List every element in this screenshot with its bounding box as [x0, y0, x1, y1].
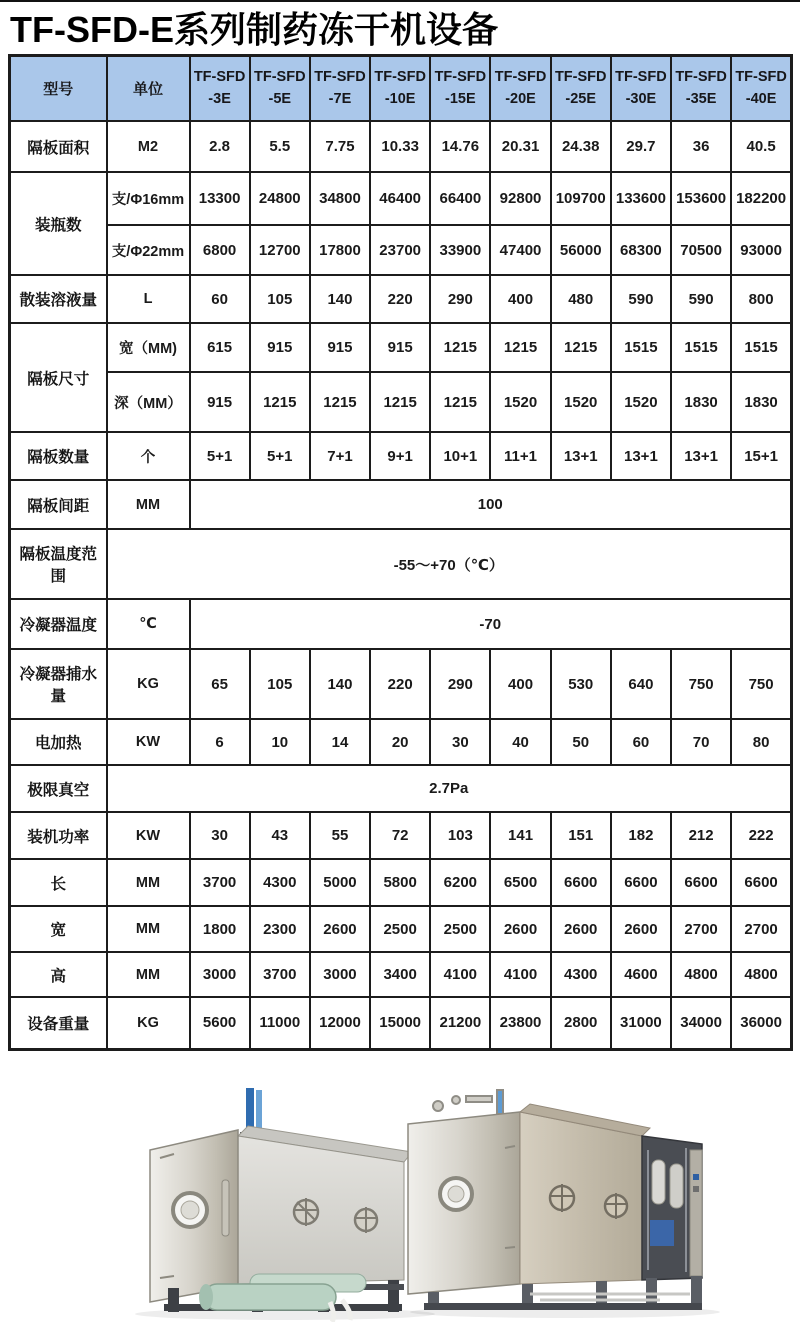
model-name-line1: TF-SFD — [254, 68, 306, 85]
value-cell: 4300 — [551, 952, 611, 997]
model-name-line1: TF-SFD — [314, 68, 366, 85]
value-cell: 220 — [370, 275, 430, 323]
value-cell: 20 — [370, 719, 430, 765]
value-cell: 40 — [490, 719, 550, 765]
value-cell: 13300 — [190, 172, 250, 225]
value-cell: 30 — [190, 812, 250, 859]
value-cell: 3700 — [250, 952, 310, 997]
model-name-line2: -35E — [685, 91, 717, 108]
value-cell: 15000 — [370, 997, 430, 1049]
model-name-line1: TF-SFD — [193, 68, 246, 85]
value-cell: 3000 — [190, 952, 250, 997]
header-model-cell — [490, 55, 550, 121]
row-label-cell: 隔板数量 — [10, 432, 107, 480]
value-cell: 1830 — [731, 372, 791, 432]
value-cell: 14.76 — [430, 121, 490, 172]
value-cell: 400 — [490, 275, 550, 323]
value-cell: 590 — [671, 275, 731, 323]
indicator-2 — [693, 1186, 699, 1192]
value-cell: 4100 — [430, 952, 490, 997]
unit-cell: 深（MM） — [107, 372, 190, 432]
value-cell: 1515 — [671, 323, 731, 372]
value-cell: 133600 — [611, 172, 671, 225]
row-label-cell: 高 — [10, 952, 107, 997]
value-cell: 915 — [250, 323, 310, 372]
value-cell: 1215 — [310, 372, 370, 432]
value-cell: 1515 — [611, 323, 671, 372]
header-model-cell — [370, 55, 430, 121]
value-cell: 2500 — [430, 906, 490, 952]
value-cell: 290 — [430, 275, 490, 323]
page-title: TF-SFD-E系列制药冻干机设备 — [10, 9, 498, 50]
value-cell: 11000 — [250, 997, 310, 1049]
model-name-line2: -7E — [328, 91, 352, 108]
header-model-cell — [611, 55, 671, 121]
value-cell: 5+1 — [250, 432, 310, 480]
left-machine — [150, 1088, 412, 1322]
value-cell: 151 — [551, 812, 611, 859]
row-label-cell: 隔板面积 — [10, 121, 107, 172]
value-cell: 15+1 — [731, 432, 791, 480]
value-cell: 1520 — [611, 372, 671, 432]
value-cell: 10 — [250, 719, 310, 765]
value-cell: 50 — [551, 719, 611, 765]
value-cell: 2.8 — [190, 121, 250, 172]
model-name-line2: -40E — [745, 91, 777, 108]
unit-cell: KW — [107, 812, 190, 859]
value-cell: 14 — [310, 719, 370, 765]
model-name-line1: TF-SFD — [615, 68, 667, 85]
unit-cell: M2 — [107, 121, 190, 172]
value-cell: 33900 — [430, 225, 490, 275]
unit-cell: L — [107, 275, 190, 323]
value-cell: 7+1 — [310, 432, 370, 480]
value-cell: 10.33 — [370, 121, 430, 172]
row-label-cell: 冷凝器捕水量 — [10, 649, 107, 719]
value-cell: 182 — [611, 812, 671, 859]
unit-cell: 个 — [107, 432, 190, 480]
model-name-line1: TF-SFD — [554, 68, 607, 85]
value-cell: 615 — [190, 323, 250, 372]
value-cell: 13+1 — [671, 432, 731, 480]
unit-cell: ℃ — [107, 599, 190, 649]
value-cell: 6600 — [611, 859, 671, 906]
unit-cell: MM — [107, 859, 190, 906]
value-cell: 2700 — [671, 906, 731, 952]
value-cell: 750 — [731, 649, 791, 719]
value-cell: 182200 — [731, 172, 791, 225]
value-cell: 66400 — [430, 172, 490, 225]
value-cell: 43 — [250, 812, 310, 859]
value-cell: 1800 — [190, 906, 250, 952]
value-cell: 3700 — [190, 859, 250, 906]
value-cell: 105 — [250, 275, 310, 323]
unit-cell: MM — [107, 906, 190, 952]
value-cell: 24800 — [250, 172, 310, 225]
value-cell: 29.7 — [611, 121, 671, 172]
unit-cell: KG — [107, 997, 190, 1049]
value-cell: 141 — [490, 812, 550, 859]
header-model-cell — [310, 55, 370, 121]
value-cell: 5.5 — [250, 121, 310, 172]
value-cell: 3000 — [310, 952, 370, 997]
header-model-cell — [551, 55, 611, 121]
value-cell: 7.75 — [310, 121, 370, 172]
row-label-cell: 电加热 — [10, 719, 107, 765]
value-cell: 1520 — [551, 372, 611, 432]
model-name-line2: -25E — [565, 91, 597, 108]
right-machine — [408, 1090, 702, 1310]
row-label-cell: 隔板温度范围 — [10, 529, 107, 599]
model-name-line2: -20E — [505, 91, 536, 108]
value-cell: 1515 — [731, 323, 791, 372]
header-model-cell — [190, 55, 250, 121]
value-cell: 640 — [611, 649, 671, 719]
value-cell: 5000 — [310, 859, 370, 906]
value-cell: 530 — [551, 649, 611, 719]
value-cell: 34800 — [310, 172, 370, 225]
value-cell: 4800 — [731, 952, 791, 997]
value-cell: 13+1 — [611, 432, 671, 480]
model-name-line2: -15E — [445, 91, 476, 108]
value-cell: 80 — [731, 719, 791, 765]
value-cell: 3400 — [370, 952, 430, 997]
model-name-line1: TF-SFD — [735, 68, 787, 85]
value-cell: 480 — [551, 275, 611, 323]
value-cell: 1215 — [370, 372, 430, 432]
row-label-cell: 装瓶数 — [10, 172, 107, 275]
porthole-inner — [181, 1201, 199, 1219]
model-name-line2: -30E — [625, 91, 657, 108]
value-cell: 590 — [611, 275, 671, 323]
base-pipes — [530, 1294, 690, 1300]
model-name-line1: TF-SFD — [434, 68, 487, 85]
model-name-line1: TF-SFD — [494, 68, 547, 85]
merged-value-cell: 100 — [190, 480, 792, 529]
value-cell: 24.38 — [551, 121, 611, 172]
body-side — [238, 1136, 404, 1284]
row-label-cell: 散装溶液量 — [10, 275, 107, 323]
value-cell: 6600 — [671, 859, 731, 906]
value-cell: 55 — [310, 812, 370, 859]
unit-cell: KG — [107, 649, 190, 719]
value-cell: 220 — [370, 649, 430, 719]
model-name-line1: TF-SFD — [675, 68, 727, 85]
row-label-cell: 设备重量 — [10, 997, 107, 1049]
green-tank — [204, 1284, 336, 1310]
value-cell: 2600 — [551, 906, 611, 952]
unit-cell: MM — [107, 480, 190, 529]
value-cell: 12000 — [310, 997, 370, 1049]
spec-table — [8, 54, 793, 1051]
value-cell: 34000 — [671, 997, 731, 1049]
value-cell: 72 — [370, 812, 430, 859]
value-cell: 290 — [430, 649, 490, 719]
value-cell: 20.31 — [490, 121, 550, 172]
top-border-line — [0, 0, 800, 2]
vessel-1 — [652, 1160, 665, 1204]
value-cell: 23700 — [370, 225, 430, 275]
value-cell: 222 — [731, 812, 791, 859]
value-cell: 60 — [190, 275, 250, 323]
header-model-cell — [430, 55, 490, 121]
header-unit: 单位 — [107, 55, 190, 121]
unit-cell: 支/Φ16mm — [107, 172, 190, 225]
header-model-cell — [731, 55, 791, 121]
value-cell: 70500 — [671, 225, 731, 275]
value-cell: 36 — [671, 121, 731, 172]
value-cell: 92800 — [490, 172, 550, 225]
value-cell: 13+1 — [551, 432, 611, 480]
model-name-line2: -3E — [208, 91, 231, 108]
value-cell: 2600 — [310, 906, 370, 952]
value-cell: 17800 — [310, 225, 370, 275]
value-cell: 6 — [190, 719, 250, 765]
value-cell: 109700 — [551, 172, 611, 225]
model-name-line1: TF-SFD — [374, 68, 426, 85]
value-cell: 4100 — [490, 952, 550, 997]
value-cell: 153600 — [671, 172, 731, 225]
value-cell: 915 — [190, 372, 250, 432]
value-cell: 140 — [310, 649, 370, 719]
header-model-cell — [250, 55, 310, 121]
row-label-cell: 极限真空 — [10, 765, 107, 812]
control-panel — [690, 1150, 702, 1276]
value-cell: 5600 — [190, 997, 250, 1049]
unit-cell: 支/Φ22mm — [107, 225, 190, 275]
value-cell: 10+1 — [430, 432, 490, 480]
row-label-cell: 冷凝器温度 — [10, 599, 107, 649]
value-cell: 915 — [310, 323, 370, 372]
row-label-cell: 长 — [10, 859, 107, 906]
value-cell: 140 — [310, 275, 370, 323]
value-cell: 2600 — [490, 906, 550, 952]
value-cell: 4800 — [671, 952, 731, 997]
row-label-cell: 隔板尺寸 — [10, 323, 107, 432]
value-cell: 1215 — [430, 323, 490, 372]
header-model: 型号 — [10, 55, 107, 121]
green-tank-cap — [199, 1284, 213, 1310]
value-cell: 36000 — [731, 997, 791, 1049]
indicator-1 — [693, 1174, 699, 1180]
value-cell: 103 — [430, 812, 490, 859]
value-cell: 2300 — [250, 906, 310, 952]
value-cell: 2800 — [551, 997, 611, 1049]
value-cell: 6600 — [551, 859, 611, 906]
value-cell: 65 — [190, 649, 250, 719]
merged-value-cell: -70 — [190, 599, 792, 649]
header-model-cell — [671, 55, 731, 121]
value-cell: 5+1 — [190, 432, 250, 480]
value-cell: 40.5 — [731, 121, 791, 172]
porthole-inner — [448, 1186, 464, 1202]
value-cell: 1215 — [490, 323, 550, 372]
door-handle — [222, 1180, 229, 1236]
row-label-cell: 宽 — [10, 906, 107, 952]
merged-value-cell: 2.7Pa — [107, 765, 792, 812]
value-cell: 4600 — [611, 952, 671, 997]
value-cell: 4300 — [250, 859, 310, 906]
value-cell: 30 — [430, 719, 490, 765]
value-cell: 2500 — [370, 906, 430, 952]
value-cell: 1215 — [430, 372, 490, 432]
unit-cell: KW — [107, 719, 190, 765]
value-cell: 1215 — [551, 323, 611, 372]
freeze-dryer-machines-illustration — [0, 1088, 800, 1322]
value-cell: 68300 — [611, 225, 671, 275]
value-cell: 105 — [250, 649, 310, 719]
model-name-line2: -5E — [268, 91, 292, 108]
blue-compressor — [650, 1220, 674, 1246]
value-cell: 1215 — [250, 372, 310, 432]
model-name-line2: -10E — [384, 91, 416, 108]
value-cell: 6600 — [731, 859, 791, 906]
value-cell: 2700 — [731, 906, 791, 952]
value-cell: 56000 — [551, 225, 611, 275]
value-cell: 1830 — [671, 372, 731, 432]
value-cell: 6500 — [490, 859, 550, 906]
value-cell: 93000 — [731, 225, 791, 275]
value-cell: 11+1 — [490, 432, 550, 480]
value-cell: 60 — [611, 719, 671, 765]
value-cell: 31000 — [611, 997, 671, 1049]
value-cell: 750 — [671, 649, 731, 719]
unit-cell: MM — [107, 952, 190, 997]
value-cell: 400 — [490, 649, 550, 719]
unit-cell: 宽（MM) — [107, 323, 190, 372]
row-label-cell: 隔板间距 — [10, 480, 107, 529]
value-cell: 5800 — [370, 859, 430, 906]
value-cell: 23800 — [490, 997, 550, 1049]
value-cell: 2600 — [611, 906, 671, 952]
value-cell: 800 — [731, 275, 791, 323]
top-valves — [433, 1090, 503, 1114]
value-cell: 6800 — [190, 225, 250, 275]
value-cell: 46400 — [370, 172, 430, 225]
value-cell: 915 — [370, 323, 430, 372]
product-photo — [0, 1088, 800, 1322]
merged-value-cell: -55～+70（℃） — [107, 529, 792, 599]
value-cell: 12700 — [250, 225, 310, 275]
value-cell: 47400 — [490, 225, 550, 275]
value-cell: 6200 — [430, 859, 490, 906]
value-cell: 1520 — [490, 372, 550, 432]
value-cell: 21200 — [430, 997, 490, 1049]
value-cell: 9+1 — [370, 432, 430, 480]
vessel-2 — [670, 1164, 683, 1208]
value-cell: 70 — [671, 719, 731, 765]
row-label-cell: 装机功率 — [10, 812, 107, 859]
value-cell: 212 — [671, 812, 731, 859]
